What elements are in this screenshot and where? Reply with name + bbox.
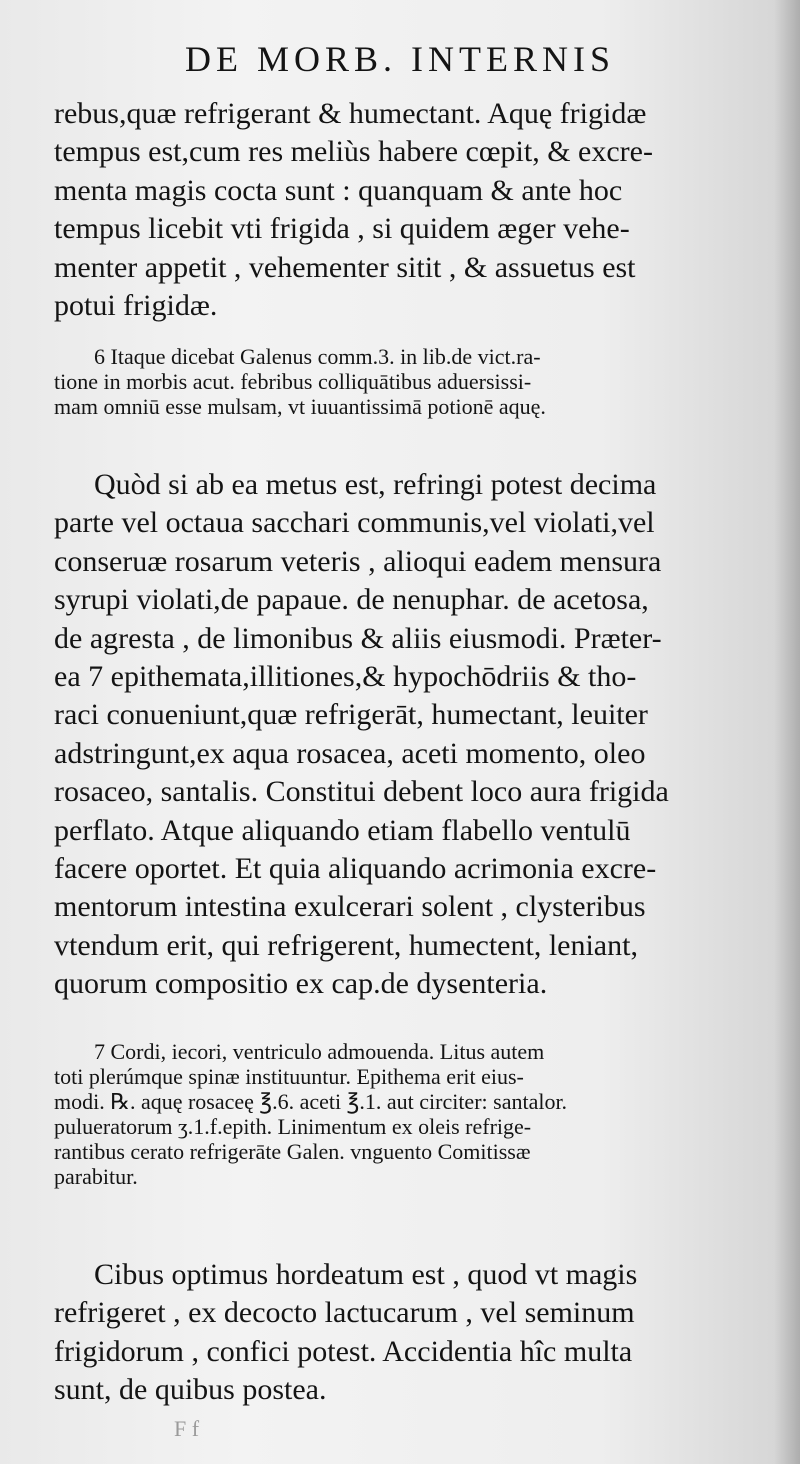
text-line: tempus licebit vti frigida , si quidem æger vehe- [54,212,630,246]
text-line: vtendum erit, qui refrigerent, humectent, leniant, [54,928,638,962]
note-line: rantibus cerato refrigerāte Galen. vnguento Comitissæ [54,1139,531,1164]
text-line: de agresta , de limonibus & aliis eiusmodi. Præter- [54,621,662,655]
marginal-note [54,1039,754,1189]
marginal-note [54,344,754,419]
text-line: adstringunt,ex aqua rosacea, aceti momento, oleo [54,736,646,770]
text-line: quorum compositio ex cap.de dysenteria. [54,967,548,1001]
text-line: refrigeret , ex decocto lactucarum , vel seminum [54,1296,635,1330]
text-line: frigidorum , confici potest. Accidentia hîc multa [54,1334,633,1368]
page-edge-shadow [774,0,800,1464]
note-line: parabitur. [54,1164,138,1189]
running-header: DE MORB. INTERNIS [184,39,615,79]
text-line: syrupi violati,de papaue. de nenuphar. de acetosa, [54,583,649,617]
note-line: pulueratorum ʒ.1.f.epith. Linimentum ex oleis refrige- [54,1114,532,1139]
text-line: Quòd si ab ea metus est, refringi potest decima [94,468,657,501]
body-paragraph [54,95,754,325]
text-line: conseruæ rosarum veteris , alioqui eadem mensura [54,544,662,578]
text-line: sunt, de quibus postea. [54,1373,327,1407]
note-line: mam omniū esse mulsam, vt iuuantissimā potionē aquę. [54,394,546,419]
body-paragraph [54,1256,754,1410]
text-line: Cibus optimus hordeatum est , quod vt magis [94,1258,638,1291]
text-line: facere oportet. Et quia aliquando acrimonia excre- [54,852,657,886]
text-line: menta magis cocta sunt : quanquam & ante hoc [54,173,623,207]
text-line: potui frigidæ. [54,289,218,323]
text-line: raci conueniunt,quæ refrigerāt, humectant, leuiter [54,698,648,732]
note-line: 6 Itaque dicebat Galenus comm.3. in lib.de vict.ra- [94,344,541,369]
text-line: perflato. Atque aliquando etiam flabello ventulū [54,813,631,847]
signature-mark: F f [174,1416,200,1441]
text-line: ea 7 epithemata,illitiones,& hypochōdriis & tho- [54,660,637,694]
text-line: rosaceo, santalis. Constitui debent loco aura frigida [54,775,669,809]
text-line: menter appetit , vehementer sitit , & assuetus est [54,250,636,284]
body-paragraph [54,466,754,1004]
note-line: tione in morbis acut. febribus colliquātibus aduersissi- [54,369,532,394]
text-line: tempus est,cum res meliùs habere cœpit, & excre- [54,135,653,169]
text-line: parte vel octaua sacchari communis,vel violati,vel [54,506,655,540]
note-line: 7 Cordi, iecori, ventriculo admouenda. Litus autem [94,1039,545,1064]
text-line: mentorum intestina exulcerari solent , clysteribus [54,890,646,924]
text-line: rebus,quæ refrigerant & humectant. Aquę frigidæ [54,97,647,130]
note-line: toti plerúmque spinæ instituuntur. Epithema erit eius- [54,1064,524,1089]
note-line: modi. ℞. aquę rosaceę ℥.6. aceti ℥.1. aut circiter: santalor. [54,1089,568,1114]
